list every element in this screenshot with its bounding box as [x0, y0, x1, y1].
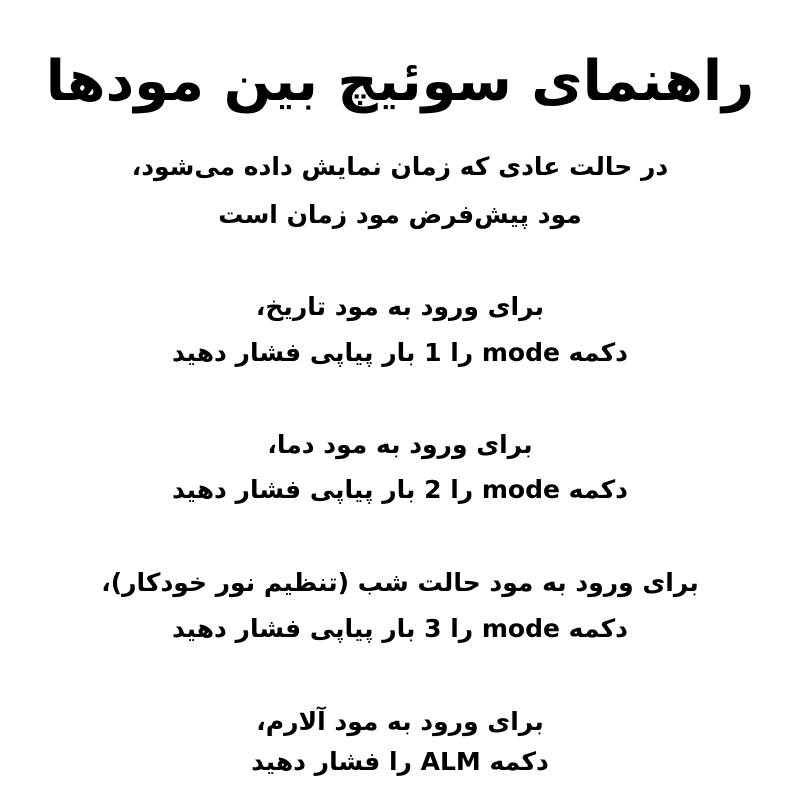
night-mode-intro-line: برای ورود به مود حالت شب (تنظیم نور خودکار)،: [101, 568, 699, 597]
night-mode-instruction-line: دکمه mode را 3 بار پیاپی فشار دهید: [172, 614, 628, 643]
date-mode-instruction-line: دکمه mode را 1 بار پیاپی فشار دهید: [172, 338, 628, 367]
alarm-mode-intro-line: برای ورود به مود آلارم،: [256, 707, 544, 736]
page-title: راهنمای سوئیچ بین مودها: [45, 49, 755, 114]
date-mode-intro-line: برای ورود به مود تاریخ،: [255, 292, 545, 321]
alarm-mode-instruction-line: دکمه ALM را فشار دهید: [251, 747, 549, 776]
temperature-mode-instruction-line: دکمه mode را 2 بار پیاپی فشار دهید: [172, 475, 628, 504]
time-mode-default-line: مود پیش‌فرض مود زمان است: [218, 200, 582, 229]
temperature-mode-intro-line: برای ورود به مود دما،: [267, 430, 533, 459]
time-mode-intro-line: در حالت عادی که زمان نمایش داده می‌شود،: [131, 152, 669, 181]
